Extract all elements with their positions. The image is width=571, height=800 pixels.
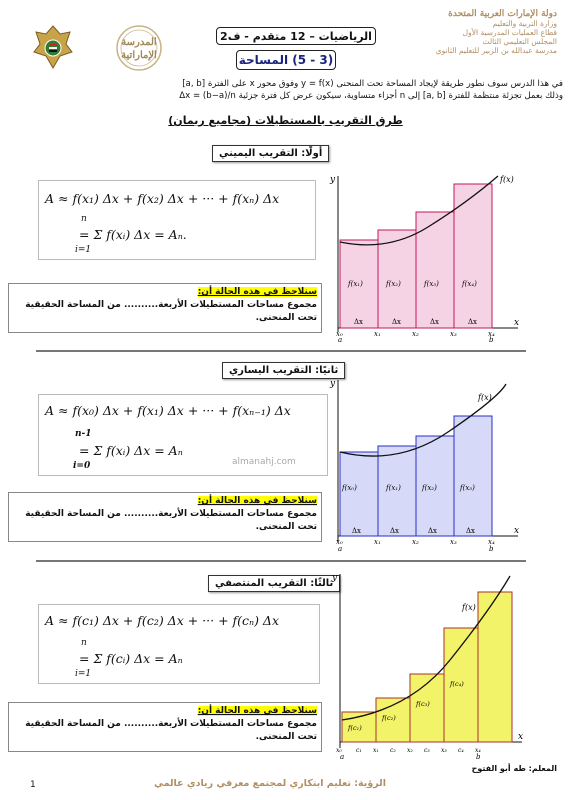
left-sum-bottom: i=0 xyxy=(73,461,91,471)
height-label: f(x₂) xyxy=(422,484,437,492)
lesson-box xyxy=(236,50,336,70)
left-riemann-graph xyxy=(328,376,523,552)
b-label: b xyxy=(489,336,494,342)
separator xyxy=(36,560,526,562)
right-obs-title: سنلاحظ في هذه الحالة أن: xyxy=(197,287,317,297)
dx-label: Δx xyxy=(428,527,438,535)
a-label: a xyxy=(340,753,345,760)
x-axis-label: x xyxy=(514,526,520,536)
right-method-label-text: أولًا: التقريب اليميني xyxy=(219,148,323,159)
left-rect-4 xyxy=(454,416,492,536)
watermark-text: almanahj.com xyxy=(232,457,296,467)
x-axis-label: x xyxy=(518,732,524,742)
tick-label: c₄ xyxy=(458,747,464,754)
org-line: قطاع العمليات المدرسية الأول xyxy=(462,28,557,37)
tick-label: c₂ xyxy=(390,747,396,754)
page-number-text: 1 xyxy=(30,780,36,790)
org-line: وزارة التربية والتعليم xyxy=(492,19,557,28)
left-method-label-text: ثانيًا: التقريب اليساري xyxy=(229,365,339,376)
mid-sum-bottom: i=1 xyxy=(75,669,92,679)
dx-label: Δx xyxy=(466,527,476,535)
a-label: a xyxy=(338,336,343,342)
right-formula-box xyxy=(38,180,316,260)
x-axis-label: x xyxy=(514,318,520,328)
right-obs-body: مجموع مساحات المستطيلات الأربعة.......... من المساحة الحقيقية تحت المنحنى. xyxy=(25,300,317,323)
org-line: مدرسة عبدالله بن الزبير للتعليم الثانوي xyxy=(435,46,557,55)
watermark xyxy=(232,457,296,467)
teacher-name: المعلم: طه أبو الفتوح xyxy=(471,764,557,773)
tick-label: x₃ xyxy=(441,747,447,754)
lesson-title: (3 - 5) المساحة xyxy=(238,53,334,67)
school-logo xyxy=(98,24,180,72)
mid-obs-title: سنلاحظ في هذه الحالة أن: xyxy=(197,706,317,716)
svg-text:الإماراتية: الإماراتية xyxy=(121,50,157,61)
right-sum-top: n xyxy=(81,214,87,224)
dx-label: Δx xyxy=(354,318,364,326)
section-title-text: طرق التقريب بالمستطيلات (مجاميع ريمان) xyxy=(168,114,403,127)
tick-label: x₁ xyxy=(373,747,379,754)
right-method-label xyxy=(212,145,329,162)
left-obs-title: سنلاحظ في هذه الحالة أن: xyxy=(197,496,317,506)
height-label: f(c₂) xyxy=(382,714,396,722)
height-label: f(c₃) xyxy=(416,700,430,708)
mid-rect-5 xyxy=(478,592,512,742)
dx-label: Δx xyxy=(392,318,402,326)
right-rect-2 xyxy=(378,230,416,328)
right-observation-box xyxy=(8,283,322,333)
vision-text: الرؤية: تعليم ابتكاري لمجتمع معرفي ريادي عالمي xyxy=(153,778,386,789)
tick-label: c₁ xyxy=(356,747,362,754)
height-label: f(x₁) xyxy=(386,484,401,492)
mid-obs-body: مجموع مساحات المستطيلات الأربعة.......... من المساحة الحقيقية تحت المنحنى. xyxy=(25,719,317,742)
school-logo-text: المدرسة xyxy=(121,37,157,48)
a-label: a xyxy=(338,545,343,552)
tick-label: x₁ xyxy=(374,538,381,546)
footer-teacher xyxy=(472,764,557,773)
curve-label: f(x) xyxy=(478,393,492,402)
left-formula-line1: A ≈ f(x₀) Δx + f(x₁) Δx + ··· + f(xₙ₋₁) Δx xyxy=(45,403,291,418)
right-sum-bottom: i=1 xyxy=(75,245,92,255)
page-number xyxy=(30,780,36,790)
height-label: f(x₂) xyxy=(386,280,401,288)
left-observation-box xyxy=(8,492,322,542)
tick-label: x₀ xyxy=(336,747,342,754)
y-axis-label: y xyxy=(332,573,338,583)
left-rect-1 xyxy=(340,452,378,536)
right-formula-line1: A ≈ f(x₁) Δx + f(x₂) Δx + ··· + f(xₙ) Δx xyxy=(45,191,280,206)
mid-riemann-graph xyxy=(330,570,530,760)
section-title xyxy=(0,109,571,128)
tick-label: x₀ xyxy=(336,538,343,546)
height-label: f(x₁) xyxy=(348,280,363,288)
left-sum-top: n-1 xyxy=(75,429,92,439)
tick-label: x₂ xyxy=(412,330,419,338)
mid-formula-line1: A ≈ f(c₁) Δx + f(c₂) Δx + ··· + f(cₙ) Δx xyxy=(45,613,280,628)
right-formula-line2: = Σ f(xᵢ) Δx = Aₙ. xyxy=(79,227,187,242)
b-label: b xyxy=(476,753,481,760)
org-line: المجلس التعليمي الثالث xyxy=(482,37,557,46)
curve-label: f(x) xyxy=(500,175,514,184)
left-formula-line2: = Σ f(xᵢ) Δx = Aₙ xyxy=(79,443,183,458)
dx-label: Δx xyxy=(352,527,362,535)
dx-label: Δx xyxy=(468,318,478,326)
height-label: f(x₃) xyxy=(460,484,475,492)
mid-formula-box xyxy=(38,604,320,684)
subject-box xyxy=(216,27,376,45)
mid-sum-top: n xyxy=(81,638,87,648)
tick-label: x₂ xyxy=(412,538,419,546)
intro-line-1: في هذا الدرس سوف نطور طريقة لإيجاد المساحة تحت المنحنى y = f(x) وفوق محور x على الفترة [a, b] xyxy=(182,79,563,89)
separator xyxy=(36,350,526,352)
y-axis-label: y xyxy=(330,379,336,389)
mid-formula-line2: = Σ f(cᵢ) Δx = Aₙ xyxy=(79,651,183,666)
tick-label: x₀ xyxy=(336,330,343,338)
tick-label: x₃ xyxy=(450,330,457,338)
mid-method-label-text: ثالثًا: التقريب المنتصفي xyxy=(215,578,334,589)
dx-label: Δx xyxy=(390,527,400,535)
b-label: b xyxy=(489,545,494,552)
left-method-label xyxy=(222,362,345,379)
org-lines xyxy=(382,10,557,55)
right-riemann-graph xyxy=(328,172,523,342)
uae-emblem xyxy=(30,22,76,72)
tick-label: x₄ xyxy=(488,538,495,546)
height-label: f(x₃) xyxy=(424,280,439,288)
y-axis-label: y xyxy=(330,175,336,185)
mid-observation-box xyxy=(8,702,322,752)
mid-method-label xyxy=(208,575,340,592)
dx-label: Δx xyxy=(430,318,440,326)
left-obs-body: مجموع مساحات المستطيلات الأربعة.......... من المساحة الحقيقية تحت المنحنى. xyxy=(25,509,317,532)
tick-label: x₁ xyxy=(374,330,381,338)
height-label: f(c₄) xyxy=(450,680,464,688)
curve-label: f(x) xyxy=(462,603,476,612)
right-rect-3 xyxy=(416,212,454,328)
org-line: دولة الإمارات العربية المتحدة xyxy=(448,9,557,19)
tick-label: c₃ xyxy=(424,747,430,754)
intro-line-2: وذلك بعمل تجزئة منتظمة للفترة [a, b] إلى n أجزاء متساوية، سيكون عرض كل فترة جزئية Δx = (b−a)/n xyxy=(179,91,563,101)
tick-label: x₄ xyxy=(488,330,495,338)
footer-vision xyxy=(110,778,430,789)
subject-title: الرياضيات – 12 متقدم - ف2 xyxy=(220,29,372,43)
height-label: f(c₁) xyxy=(348,724,362,732)
intro-text xyxy=(8,78,563,102)
tick-label: x₄ xyxy=(475,747,481,754)
tick-label: x₃ xyxy=(450,538,457,546)
height-label: f(x₄) xyxy=(462,280,477,288)
height-label: f(x₀) xyxy=(342,484,357,492)
tick-label: x₂ xyxy=(407,747,413,754)
